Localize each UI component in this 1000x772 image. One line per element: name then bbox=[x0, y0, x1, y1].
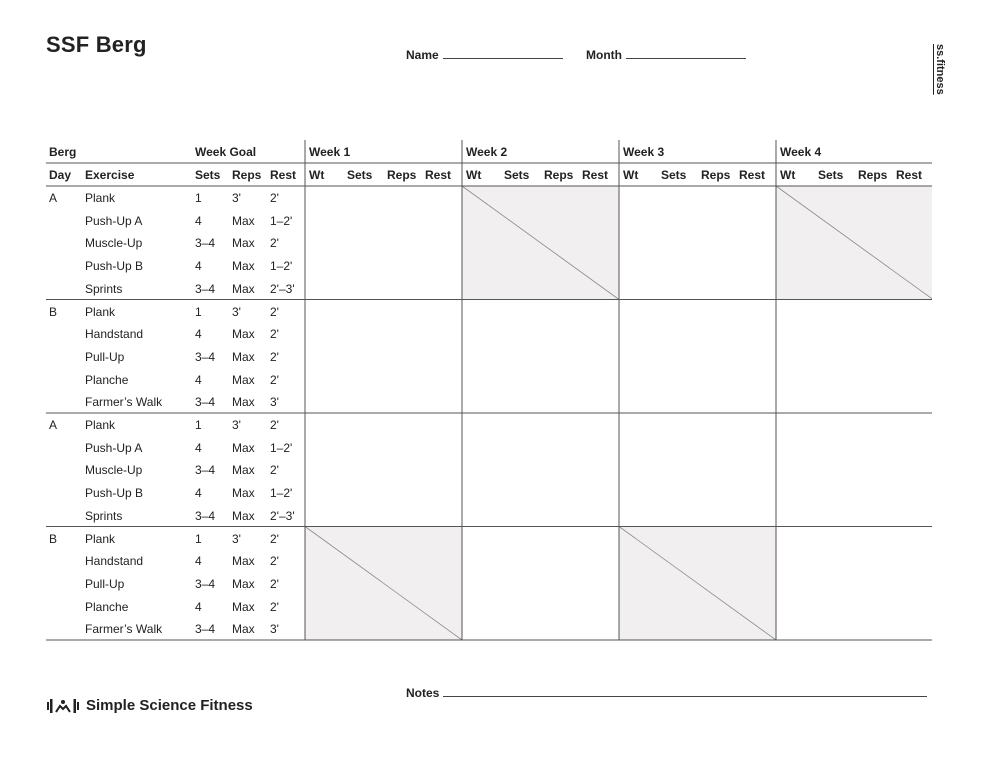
exercise-name: Push-Up B bbox=[85, 259, 144, 274]
goal-reps: Max bbox=[232, 236, 255, 251]
day-label: B bbox=[49, 531, 58, 546]
goal-reps: Max bbox=[232, 259, 255, 274]
week-header: Week 1 bbox=[309, 145, 351, 159]
exercise-name: Handstand bbox=[85, 554, 144, 569]
exercise-name: Muscle-Up bbox=[85, 463, 143, 478]
goal-sets: 3–4 bbox=[195, 508, 216, 523]
side-link[interactable]: ss.fitness bbox=[934, 44, 946, 95]
week-column-header: Rest bbox=[425, 168, 452, 182]
goal-rest: 2' bbox=[270, 531, 279, 546]
goal-sets: 4 bbox=[195, 554, 202, 569]
week-column-header: Reps bbox=[544, 168, 574, 182]
brand-logo bbox=[46, 697, 253, 714]
goal-sets: 1 bbox=[195, 531, 202, 546]
exercise-name: Farmer’s Walk bbox=[85, 622, 163, 637]
goal-sets: 1 bbox=[195, 304, 202, 319]
exercise-name: Muscle-Up bbox=[85, 236, 143, 251]
exercise-name: Plank bbox=[85, 191, 116, 205]
week-column-header: Wt bbox=[466, 168, 482, 182]
goal-sets: 1 bbox=[195, 418, 202, 432]
notes-field[interactable] bbox=[406, 686, 927, 700]
column-header: Sets bbox=[195, 168, 221, 182]
goal-sets: 4 bbox=[195, 599, 202, 614]
goal-rest: 2' bbox=[270, 554, 279, 569]
week-column-header: Sets bbox=[347, 168, 373, 182]
goal-rest: 2' bbox=[270, 418, 279, 432]
goal-rest: 2' bbox=[270, 327, 279, 342]
goal-rest: 2'–3' bbox=[270, 508, 295, 523]
page-title: SSF Berg bbox=[46, 32, 147, 57]
column-header: Exercise bbox=[85, 168, 135, 182]
goal-sets: 3–4 bbox=[195, 281, 216, 296]
goal-sets: 3–4 bbox=[195, 395, 216, 410]
week-column-header: Reps bbox=[701, 168, 731, 182]
goal-sets: 3–4 bbox=[195, 622, 216, 637]
goal-sets: 3–4 bbox=[195, 236, 216, 251]
goal-reps: Max bbox=[232, 599, 255, 614]
exercise-name: Pull-Up bbox=[85, 349, 125, 364]
exercise-name: Sprints bbox=[85, 281, 123, 296]
week-goal-label: Week Goal bbox=[195, 145, 257, 159]
dumbbell-person-icon bbox=[46, 698, 80, 714]
goal-rest: 1–2' bbox=[270, 440, 293, 455]
column-header: Day bbox=[49, 168, 72, 182]
goal-reps: 3' bbox=[232, 304, 241, 319]
goal-sets: 1 bbox=[195, 191, 202, 205]
goal-rest: 1–2' bbox=[270, 259, 293, 274]
table-grid bbox=[46, 140, 932, 642]
exercise-name: Pull-Up bbox=[85, 576, 125, 591]
name-label: Name bbox=[406, 48, 439, 62]
day-label: A bbox=[49, 191, 58, 205]
week-column-header: Wt bbox=[780, 168, 796, 182]
goal-sets: 4 bbox=[195, 440, 202, 455]
goal-reps: Max bbox=[232, 554, 255, 569]
exercise-name: Plank bbox=[85, 531, 116, 546]
week-column-header: Sets bbox=[504, 168, 530, 182]
column-header: Rest bbox=[270, 168, 297, 182]
goal-reps: Max bbox=[232, 395, 255, 410]
goal-reps: 3' bbox=[232, 531, 241, 546]
week-header: Week 3 bbox=[623, 145, 665, 159]
goal-reps: Max bbox=[232, 440, 255, 455]
week-column-header: Sets bbox=[818, 168, 844, 182]
week-header: Week 2 bbox=[466, 145, 508, 159]
goal-sets: 4 bbox=[195, 486, 202, 501]
name-line[interactable] bbox=[443, 48, 563, 59]
name-field[interactable] bbox=[406, 48, 563, 62]
week-column-header: Wt bbox=[623, 168, 639, 182]
exercise-name: Handstand bbox=[85, 327, 144, 342]
day-label: B bbox=[49, 304, 58, 319]
week-header: Week 4 bbox=[780, 145, 822, 159]
goal-reps: Max bbox=[232, 463, 255, 478]
week-column-header: Reps bbox=[858, 168, 888, 182]
exercise-name: Plank bbox=[85, 304, 116, 319]
goal-rest: 2' bbox=[270, 349, 279, 364]
week-column-header: Rest bbox=[582, 168, 609, 182]
goal-rest: 3' bbox=[270, 395, 279, 410]
month-line[interactable] bbox=[626, 48, 746, 59]
goal-reps: Max bbox=[232, 281, 255, 296]
goal-rest: 1–2' bbox=[270, 486, 293, 501]
goal-sets: 3–4 bbox=[195, 463, 216, 478]
week-column-header: Sets bbox=[661, 168, 687, 182]
exercise-name: Farmer’s Walk bbox=[85, 395, 163, 410]
month-label: Month bbox=[586, 48, 622, 62]
goal-reps: Max bbox=[232, 372, 255, 387]
exercise-name: Push-Up B bbox=[85, 486, 144, 501]
exercise-name: Sprints bbox=[85, 508, 123, 523]
goal-rest: 3' bbox=[270, 622, 279, 637]
month-field[interactable] bbox=[586, 48, 746, 62]
exercise-name: Push-Up A bbox=[85, 440, 143, 455]
exercise-name: Planche bbox=[85, 372, 129, 387]
goal-reps: Max bbox=[232, 576, 255, 591]
program-label: Berg bbox=[49, 145, 77, 159]
week-column-header: Wt bbox=[309, 168, 325, 182]
goal-rest: 2' bbox=[270, 463, 279, 478]
goal-sets: 4 bbox=[195, 327, 202, 342]
goal-reps: Max bbox=[232, 349, 255, 364]
exercise-name: Planche bbox=[85, 599, 129, 614]
goal-rest: 2'–3' bbox=[270, 281, 295, 296]
notes-line[interactable] bbox=[443, 686, 927, 697]
week-column-header: Rest bbox=[896, 168, 923, 182]
goal-rest: 2' bbox=[270, 599, 279, 614]
goal-reps: Max bbox=[232, 327, 255, 342]
week-column-header: Reps bbox=[387, 168, 417, 182]
goal-rest: 2' bbox=[270, 191, 279, 205]
week-column-header: Rest bbox=[739, 168, 766, 182]
goal-reps: 3' bbox=[232, 418, 241, 432]
goal-reps: Max bbox=[232, 622, 255, 637]
goal-sets: 4 bbox=[195, 372, 202, 387]
brand-name: Simple Science Fitness bbox=[86, 697, 253, 714]
goal-rest: 2' bbox=[270, 576, 279, 591]
goal-sets: 4 bbox=[195, 213, 202, 228]
goal-sets: 3–4 bbox=[195, 349, 216, 364]
goal-reps: Max bbox=[232, 508, 255, 523]
goal-reps: Max bbox=[232, 213, 255, 228]
notes-label: Notes bbox=[406, 686, 440, 700]
exercise-name: Plank bbox=[85, 418, 116, 432]
goal-reps: 3' bbox=[232, 191, 241, 205]
column-header: Reps bbox=[232, 168, 262, 182]
goal-rest: 1–2' bbox=[270, 213, 293, 228]
exercise-name: Push-Up A bbox=[85, 213, 143, 228]
goal-reps: Max bbox=[232, 486, 255, 501]
goal-rest: 2' bbox=[270, 236, 279, 251]
goal-sets: 3–4 bbox=[195, 576, 216, 591]
workout-table bbox=[46, 140, 932, 642]
day-label: A bbox=[49, 418, 58, 432]
goal-rest: 2' bbox=[270, 372, 279, 387]
goal-sets: 4 bbox=[195, 259, 202, 274]
goal-rest: 2' bbox=[270, 304, 279, 319]
